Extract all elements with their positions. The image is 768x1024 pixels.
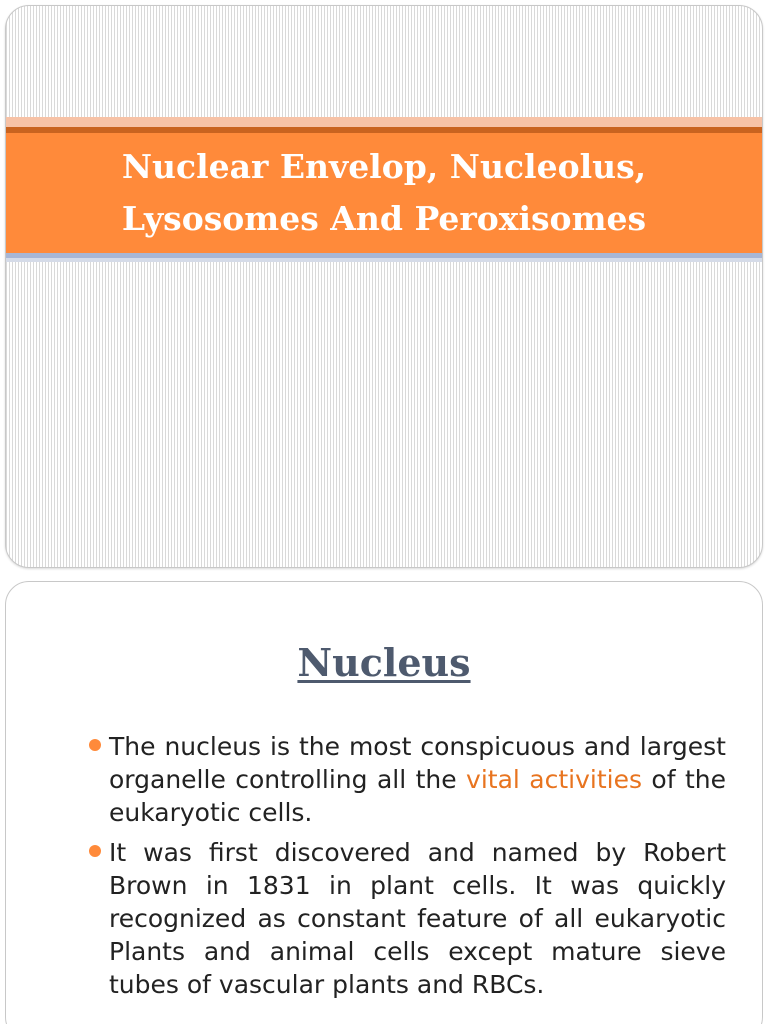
title-slide — [5, 5, 763, 568]
bullet-dot-icon — [89, 845, 101, 857]
bullet-dot-icon — [89, 739, 101, 751]
bullet-text-after: of the eukaryotic cells. — [109, 765, 726, 827]
title-band-top — [6, 117, 762, 127]
bullet-item — [81, 730, 726, 829]
slide-title — [84, 141, 684, 245]
bullet-list — [81, 730, 726, 1008]
title-band-bottom-light — [6, 258, 762, 262]
bullet-text: It was first discovered and named by Robert Brown in 1831 in plant cells. It was quickly recognized as constant feature of all eukaryotic Plants and animal cells except mature sieve tubes of vascular plants and RBCs. — [109, 838, 726, 999]
slide-title-line-2: Lysosomes And Peroxisomes — [121, 199, 647, 238]
slide-title-line-1: Nuclear Envelop, Nucleolus, — [121, 147, 647, 186]
content-slide — [5, 581, 763, 1024]
bullet-highlight-link[interactable]: vital activities — [466, 765, 642, 794]
title-box — [6, 133, 762, 253]
slide-heading: Nucleus — [297, 640, 471, 685]
bullet-item — [81, 836, 726, 1001]
bullet-text-before: The nucleus is the most conspicuous and largest organelle controlling all the — [109, 732, 726, 794]
